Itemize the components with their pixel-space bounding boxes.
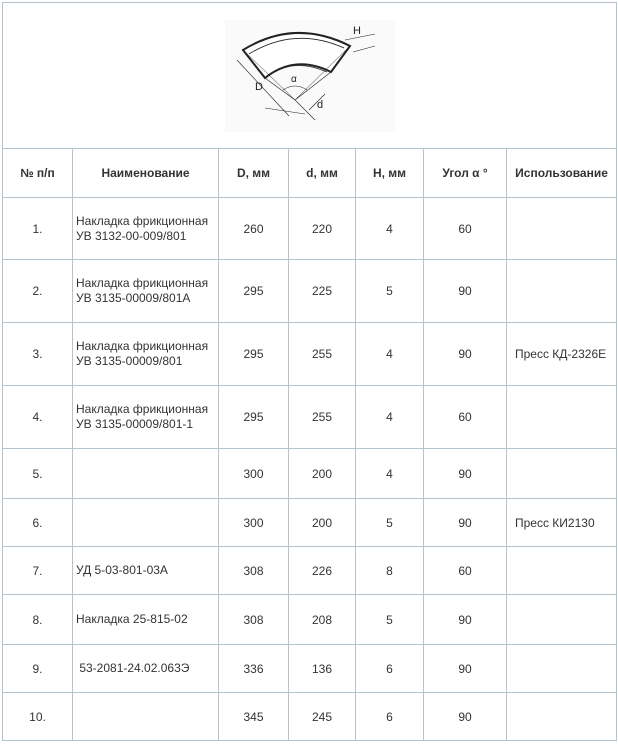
row-name-cell <box>73 449 219 499</box>
row-name-line1: Накладка 25-815-02 <box>76 612 188 626</box>
row-name-cell <box>73 386 219 449</box>
row-name-line2: УВ 3135-00009/801 <box>76 354 183 368</box>
row-angle-cell: 90 <box>424 449 507 499</box>
row-name-cell <box>73 645 219 693</box>
table-row <box>3 386 617 449</box>
header-angle: Угол α ° <box>424 149 507 198</box>
row-H-cell: 5 <box>356 260 424 323</box>
row-d-cell: 225 <box>289 260 356 323</box>
row-name-cell <box>73 499 219 547</box>
row-num-cell: 4. <box>3 386 73 449</box>
row-D-cell: 300 <box>219 499 289 547</box>
row-name-line1: Накладка фрикционная <box>76 402 209 416</box>
table-row <box>3 323 617 386</box>
table-row <box>3 547 617 595</box>
row-H-cell: 5 <box>356 499 424 547</box>
row-name-cell <box>73 595 219 645</box>
row-D-cell: 336 <box>219 645 289 693</box>
row-angle-cell: 60 <box>424 386 507 449</box>
table-row <box>3 449 617 499</box>
row-D-cell: 295 <box>219 386 289 449</box>
row-H-cell: 8 <box>356 547 424 595</box>
row-num-cell: 9. <box>3 645 73 693</box>
row-angle-cell: 90 <box>424 499 507 547</box>
table-row <box>3 693 617 741</box>
row-num-cell: 2. <box>3 260 73 323</box>
friction-pads-table <box>2 2 617 741</box>
row-use-cell: Пресс КИ2130 <box>507 499 617 547</box>
row-H-cell: 4 <box>356 323 424 386</box>
label-H: H <box>352 25 361 37</box>
row-H-cell: 5 <box>356 595 424 645</box>
row-H-cell: 6 <box>356 693 424 741</box>
row-D-cell: 308 <box>219 547 289 595</box>
row-name-line1: Накладка фрикционная <box>76 339 209 353</box>
row-d-cell: 245 <box>289 693 356 741</box>
row-name-line1: УД 5-03-801-03А <box>76 563 168 577</box>
row-angle-cell: 60 <box>424 547 507 595</box>
label-D: D <box>254 81 263 93</box>
row-use-cell <box>507 595 617 645</box>
row-d-cell: 255 <box>289 323 356 386</box>
sector-diagram-svg <box>225 20 395 132</box>
row-use-cell: Пресс КД-2326Е <box>507 323 617 386</box>
row-num-cell: 6. <box>3 499 73 547</box>
row-name-cell <box>73 260 219 323</box>
row-d-cell: 136 <box>289 645 356 693</box>
row-H-cell: 6 <box>356 645 424 693</box>
row-use-cell <box>507 449 617 499</box>
header-use: Использование <box>507 149 617 198</box>
table-body <box>3 198 617 741</box>
sector-diagram <box>225 20 395 132</box>
row-H-cell: 4 <box>356 449 424 499</box>
header-d: d, мм <box>289 149 356 198</box>
row-use-cell <box>507 547 617 595</box>
header-num: № п/п <box>3 149 73 198</box>
row-name-cell <box>73 693 219 741</box>
figure-cell <box>3 3 617 149</box>
row-d-cell: 200 <box>289 499 356 547</box>
figure-row <box>3 3 617 149</box>
row-d-cell: 200 <box>289 449 356 499</box>
row-D-cell: 345 <box>219 693 289 741</box>
label-alpha: α <box>290 74 297 85</box>
row-d-cell: 208 <box>289 595 356 645</box>
row-angle-cell: 60 <box>424 198 507 260</box>
row-D-cell: 295 <box>219 260 289 323</box>
row-angle-cell: 90 <box>424 595 507 645</box>
table-row <box>3 499 617 547</box>
row-num-cell: 7. <box>3 547 73 595</box>
row-use-cell <box>507 645 617 693</box>
row-d-cell: 226 <box>289 547 356 595</box>
row-H-cell: 4 <box>356 386 424 449</box>
row-angle-cell: 90 <box>424 645 507 693</box>
row-num-cell: 10. <box>3 693 73 741</box>
row-use-cell <box>507 693 617 741</box>
label-d: d <box>316 99 323 111</box>
row-name-line1: Накладка фрикционная <box>76 276 209 290</box>
row-use-cell <box>507 198 617 260</box>
row-d-cell: 255 <box>289 386 356 449</box>
row-D-cell: 295 <box>219 323 289 386</box>
header-H: H, мм <box>356 149 424 198</box>
row-use-cell <box>507 386 617 449</box>
row-angle-cell: 90 <box>424 260 507 323</box>
row-name-cell <box>73 323 219 386</box>
header-row <box>3 149 617 198</box>
row-D-cell: 308 <box>219 595 289 645</box>
row-name-cell <box>73 547 219 595</box>
table-row <box>3 260 617 323</box>
row-use-cell <box>507 260 617 323</box>
row-num-cell: 1. <box>3 198 73 260</box>
row-num-cell: 5. <box>3 449 73 499</box>
row-name-cell <box>73 198 219 260</box>
row-D-cell: 300 <box>219 449 289 499</box>
row-D-cell: 260 <box>219 198 289 260</box>
table-row <box>3 645 617 693</box>
row-name-line2: УВ 3132-00-009/801 <box>76 228 187 243</box>
row-name-line2: УВ 3135-00009/801-1 <box>76 417 194 431</box>
row-name-line1: 53-2081-24.02.063Э <box>76 661 190 675</box>
row-name-line1: Накладка фрикционная <box>76 213 209 228</box>
row-name-line2: УВ 3135-00009/801А <box>76 291 191 305</box>
table-row <box>3 595 617 645</box>
row-angle-cell: 90 <box>424 693 507 741</box>
row-num-cell: 3. <box>3 323 73 386</box>
row-num-cell: 8. <box>3 595 73 645</box>
table-row <box>3 198 617 260</box>
header-name: Наименование <box>73 149 219 198</box>
row-angle-cell: 90 <box>424 323 507 386</box>
row-H-cell: 4 <box>356 198 424 260</box>
header-D: D, мм <box>219 149 289 198</box>
row-d-cell: 220 <box>289 198 356 260</box>
